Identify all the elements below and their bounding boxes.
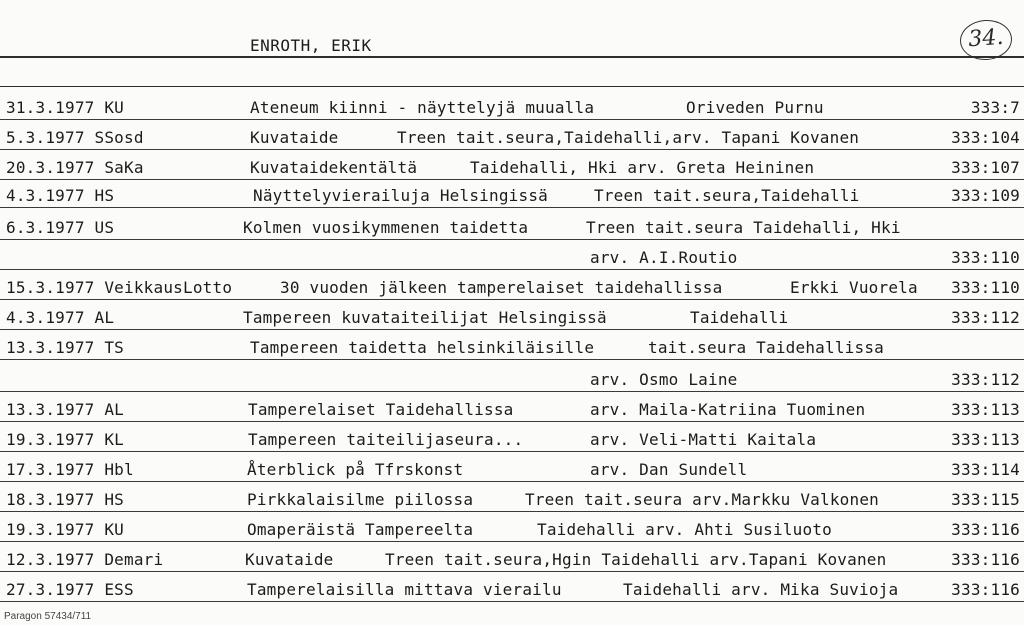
entry-details: Erkki Vuorela: [790, 278, 918, 297]
entry-date-source: 4.3.1977 AL: [6, 308, 115, 327]
row-rule: [0, 541, 1024, 542]
entry-row: [0, 394, 1024, 422]
entry-reference: 333:112: [951, 370, 1020, 389]
row-rule: [0, 571, 1024, 572]
entry-row: [0, 180, 1024, 208]
entry-reference: 333:116: [951, 520, 1020, 539]
entry-details: Treen tait.seura,Taidehalli,arv. Tapani Kovanen: [397, 128, 860, 147]
entry-date-source: 15.3.1977 VeikkausLotto: [6, 278, 233, 297]
print-code: Paragon 57434/711: [4, 611, 92, 622]
entry-reference: 333:114: [951, 460, 1020, 479]
entry-reference: 333:7: [970, 98, 1020, 117]
entry-date-source: 6.3.1977 US: [6, 218, 115, 237]
entry-date-source: 5.3.1977 SSosd: [6, 128, 144, 147]
entry-date-source: 31.3.1977 KU: [6, 98, 124, 117]
entry-reference: 333:116: [951, 580, 1020, 599]
entry-title: Tampereen taidetta helsinkiläisille: [250, 338, 595, 357]
row-rule: [0, 359, 1024, 360]
entry-details: arv. A.I.Routio: [590, 248, 738, 267]
entry-date-source: 27.3.1977 ESS: [6, 580, 134, 599]
row-rule: [0, 511, 1024, 512]
entry-row: [0, 302, 1024, 330]
entry-reference: 333:109: [951, 186, 1020, 205]
entry-title: Tamperelaiset Taidehallissa: [248, 400, 514, 419]
entry-row: [0, 454, 1024, 482]
entry-reference: 333:107: [951, 158, 1020, 177]
header-rule-lower: [0, 86, 1024, 87]
entry-row: [0, 544, 1024, 572]
entry-title: Återblick på Tfrskonst: [247, 460, 464, 479]
entry-title: Pirkkalaisilme piilossa: [247, 490, 474, 509]
card-number-stamp: 34.: [959, 18, 1014, 62]
entry-date-source: 13.3.1977 TS: [6, 338, 124, 357]
entry-title: Kuvataide: [245, 550, 334, 569]
row-rule: [0, 269, 1024, 270]
row-rule: [0, 119, 1024, 120]
entry-row: [0, 92, 1024, 120]
entry-date-source: 19.3.1977 KL: [6, 430, 124, 449]
entry-reference: 333:116: [951, 550, 1020, 569]
entry-reference: 333:113: [951, 400, 1020, 419]
entry-title: Kuvataide: [250, 128, 339, 147]
entry-title: Tampereen kuvataiteilijat Helsingissä: [243, 308, 607, 327]
entry-date-source: 18.3.1977 HS: [6, 490, 124, 509]
entry-row: [0, 574, 1024, 602]
entry-details: arv. Veli-Matti Kaitala: [590, 430, 817, 449]
entry-reference: 333:104: [951, 128, 1020, 147]
row-rule: [0, 481, 1024, 482]
entry-title: 30 vuoden jälkeen tamperelaiset taidehallissa: [280, 278, 723, 297]
row-rule: [0, 239, 1024, 240]
entry-reference: 333:110: [951, 278, 1020, 297]
entry-details: Treen tait.seura Taidehalli, Hki: [586, 218, 901, 237]
entry-date-source: 17.3.1977 Hbl: [6, 460, 134, 479]
row-rule: [0, 207, 1024, 208]
entry-date-source: 20.3.1977 SaKa: [6, 158, 144, 177]
entry-title: Ateneum kiinni - näyttelyjä muualla: [250, 98, 595, 117]
entry-row: [0, 424, 1024, 452]
entry-title: Näyttelyvierailuja Helsingissä: [253, 186, 548, 205]
entry-reference: 333:115: [951, 490, 1020, 509]
row-rule: [0, 421, 1024, 422]
entry-row: [0, 332, 1024, 360]
entry-details: Taidehalli: [690, 308, 789, 327]
entry-title: Kolmen vuosikymmenen taidetta: [243, 218, 529, 237]
entry-details: Taidehalli arv. Mika Suvioja: [623, 580, 899, 599]
entry-title: Omaperäistä Tampereelta: [247, 520, 474, 539]
entry-date-source: 13.3.1977 AL: [6, 400, 124, 419]
entry-row: [0, 514, 1024, 542]
entry-row: [0, 212, 1024, 240]
entry-details: arv. Maila-Katriina Tuominen: [590, 400, 866, 419]
entry-title: Tamperelaisilla mittava vierailu: [247, 580, 562, 599]
row-rule: [0, 329, 1024, 330]
entry-row: [0, 122, 1024, 150]
entry-date-source: 4.3.1977 HS: [6, 186, 115, 205]
entry-row: [0, 242, 1024, 270]
entry-details: arv. Osmo Laine: [590, 370, 738, 389]
entry-details: arv. Dan Sundell: [590, 460, 748, 479]
entry-date-source: 19.3.1977 KU: [6, 520, 124, 539]
header-rule: [0, 56, 1024, 58]
entry-details: Treen tait.seura arv.Markku Valkonen: [525, 490, 879, 509]
entry-row: [0, 364, 1024, 392]
entry-row: [0, 272, 1024, 300]
entry-row: [0, 484, 1024, 512]
entry-details: Treen tait.seura,Taidehalli: [594, 186, 860, 205]
row-rule: [0, 601, 1024, 602]
person-name: ENROTH, ERIK: [250, 36, 372, 55]
entry-details: Taidehalli, Hki arv. Greta Heininen: [470, 158, 815, 177]
entry-details: tait.seura Taidehallissa: [648, 338, 884, 357]
entry-reference: 333:110: [951, 248, 1020, 267]
entry-row: [0, 152, 1024, 180]
entry-reference: 333:112: [951, 308, 1020, 327]
row-rule: [0, 451, 1024, 452]
entry-details: Taidehalli arv. Ahti Susiluoto: [537, 520, 832, 539]
entry-date-source: 12.3.1977 Demari: [6, 550, 164, 569]
row-rule: [0, 391, 1024, 392]
entry-details: Treen tait.seura,Hgin Taidehalli arv.Tapani Kovanen: [385, 550, 887, 569]
entry-reference: 333:113: [951, 430, 1020, 449]
row-rule: [0, 149, 1024, 150]
entry-title: Tampereen taiteilijaseura...: [248, 430, 524, 449]
entry-details: Oriveden Purnu: [686, 98, 824, 117]
entry-title: Kuvataidekentältä: [250, 158, 418, 177]
row-rule: [0, 299, 1024, 300]
